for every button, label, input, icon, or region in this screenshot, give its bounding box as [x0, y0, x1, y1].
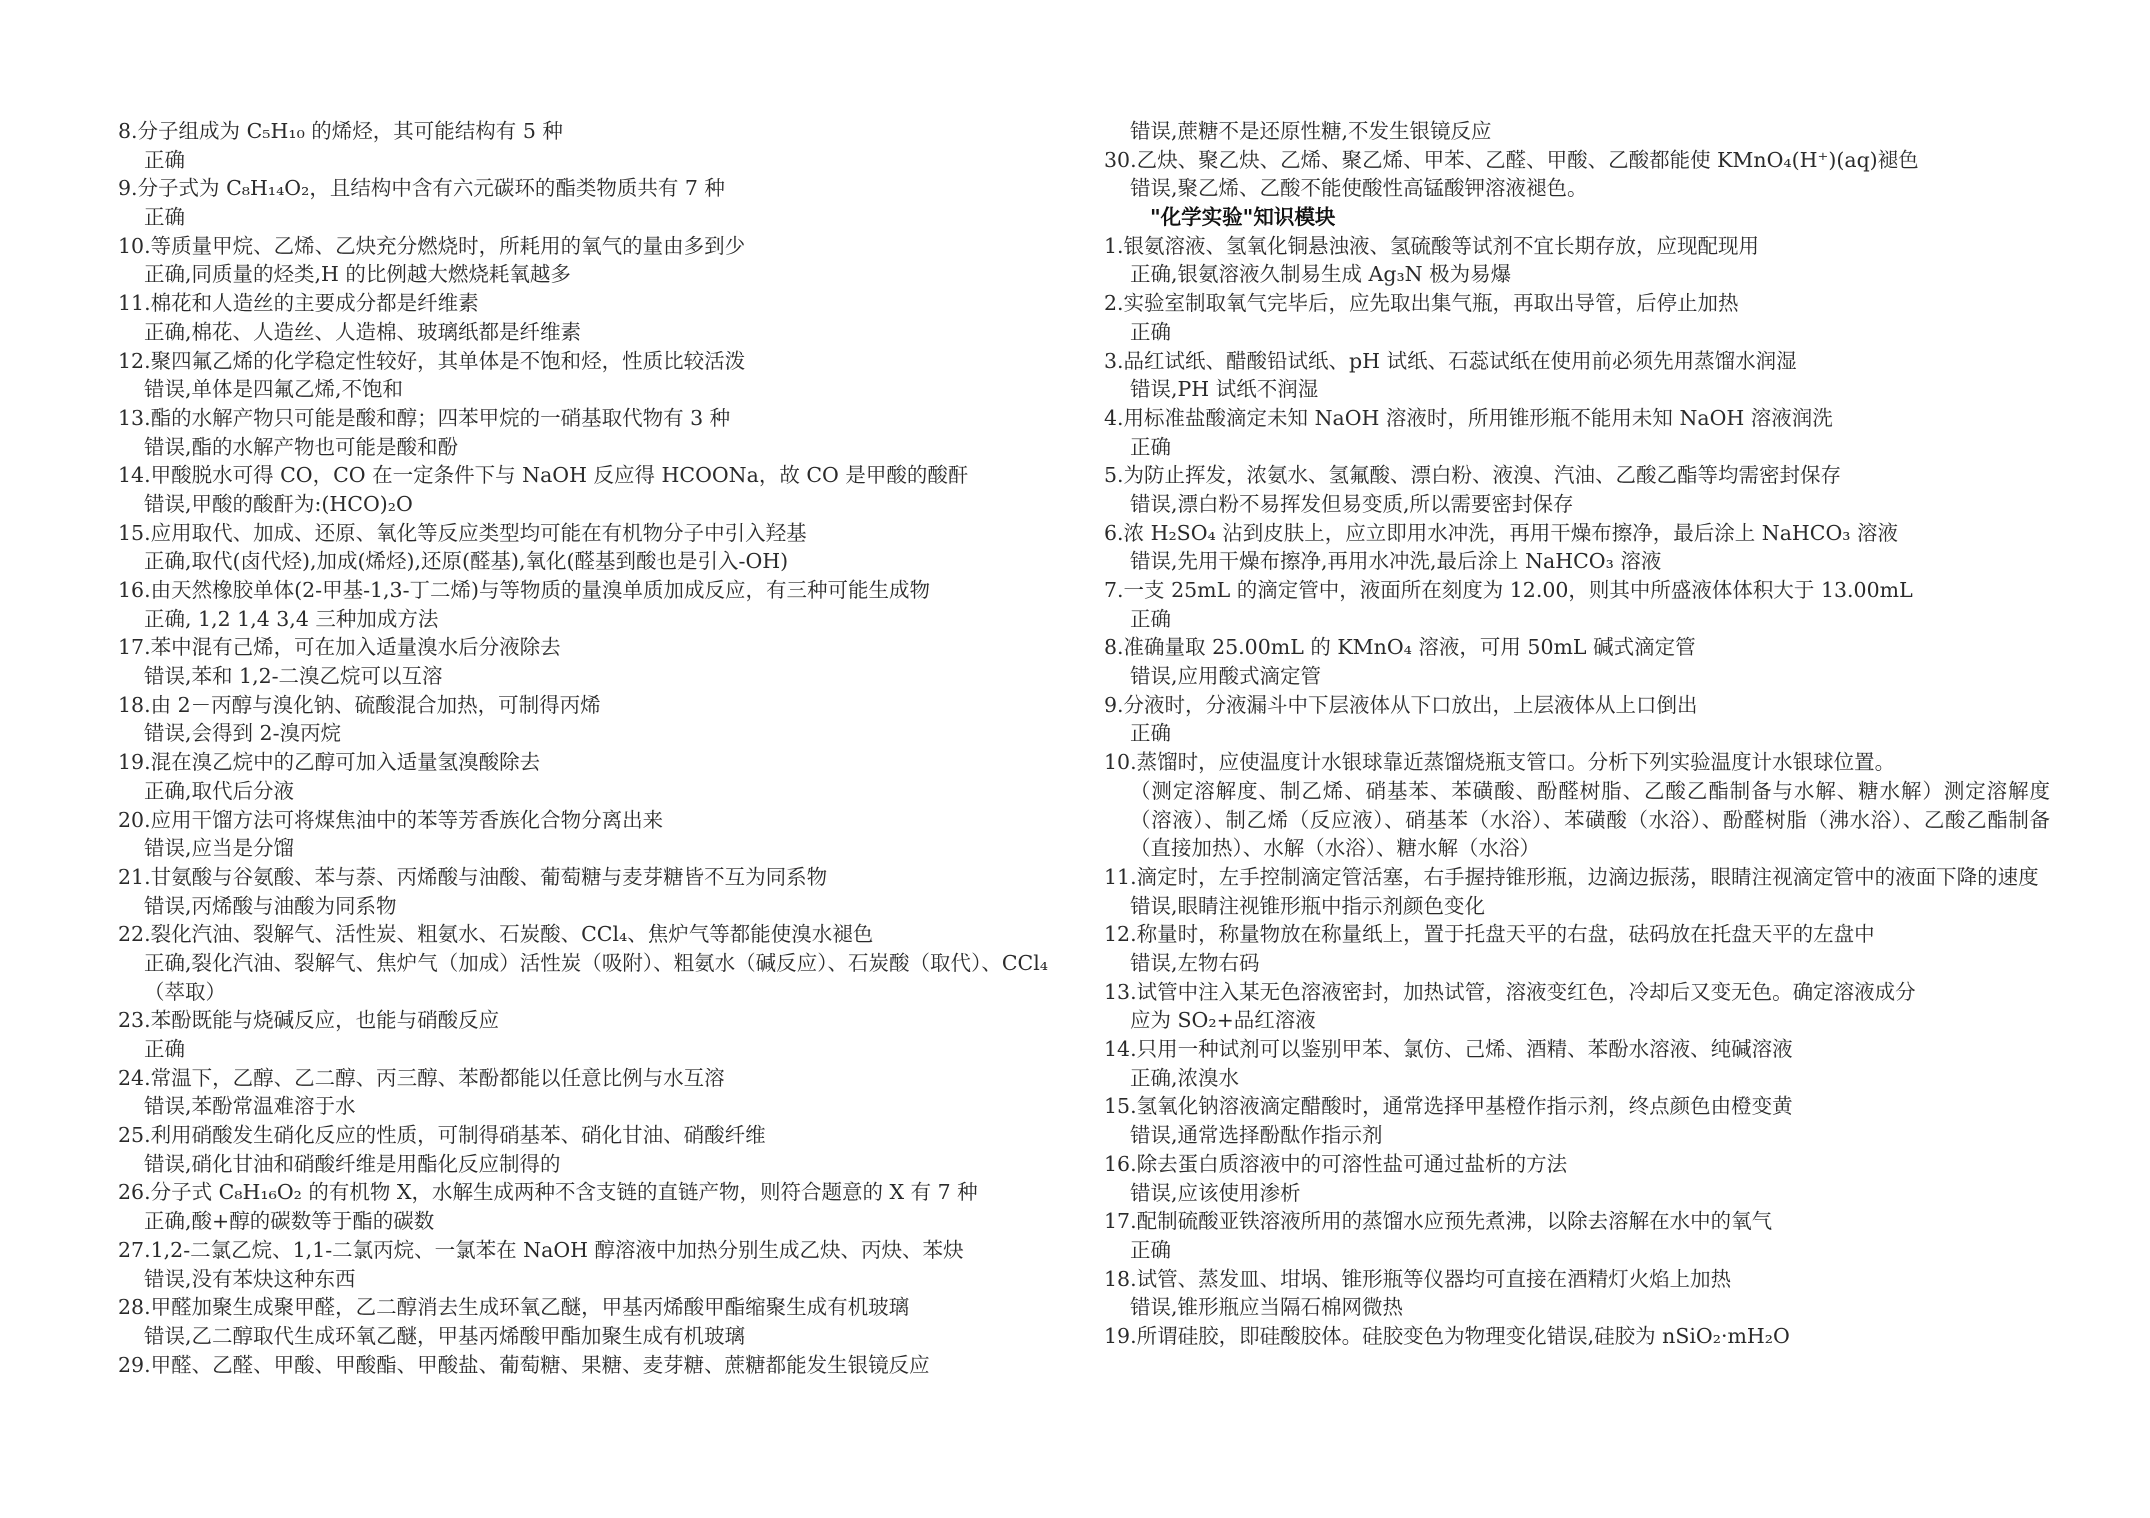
question-11: 11.棉花和人造丝的主要成分都是纤维素	[118, 291, 479, 316]
lab-question-13: 13.试管中注入某无色溶液密封，加热试管，溶液变红色，冷却后又变无色。确定溶液成分	[1104, 979, 1916, 1004]
left-column	[118, 117, 1048, 1379]
answer-21: 错误,丙烯酸与油酸为同系物	[144, 893, 397, 918]
question-13: 13.酯的水解产物只可能是酸和醇；四苯甲烷的一硝基取代物有 3 种	[118, 405, 731, 430]
lab-question-5: 5.为防止挥发，浓氨水、氢氟酸、漂白粉、液溴、汽油、乙酸乙酯等均需密封保存	[1104, 463, 1842, 488]
question-9: 9.分子式为 C₈H₁₄O₂，且结构中含有六元碳环的酯类物质共有 7 种	[118, 176, 725, 201]
lab-answer-16: 错误,应该使用渗析	[1130, 1180, 1301, 1205]
question-14: 14.甲酸脱水可得 CO，CO 在一定条件下与 NaOH 反应得 HCOONa，故 CO 是甲酸的酸酐	[118, 463, 969, 488]
lab-answer-15: 错误,通常选择酚酞作指示剂	[1130, 1123, 1383, 1148]
question-30: 30.乙炔、聚乙炔、乙烯、聚乙烯、甲苯、乙醛、甲酸、乙酸都能使 KMnO₄(H⁺)(aq)褪色	[1104, 147, 1919, 172]
lab-question-6: 6.浓 H₂SO₄ 沾到皮肤上，应立即用水冲洗，再用干燥布擦净，最后涂上 NaHCO₃ 溶液	[1104, 520, 1899, 545]
answer-26: 正确,酸+醇的碳数等于酯的碳数	[144, 1209, 435, 1234]
answer-18: 错误,会得到 2-溴丙烷	[144, 721, 342, 746]
lab-answer-7: 正确	[1130, 606, 1171, 631]
lab-answer-9: 正确	[1130, 721, 1171, 746]
lab-question-13-continued: 应为 SO₂+品红溶液	[1130, 1008, 1316, 1033]
question-12: 12.聚四氟乙烯的化学稳定性较好，其单体是不饱和烃，性质比较活泼	[118, 348, 746, 373]
lab-question-7: 7.一支 25mL 的滴定管中，液面所在刻度为 12.00，则其中所盛液体体积大于 13.00mL	[1104, 578, 1913, 602]
lab-question-12: 12.称量时，称量物放在称量纸上，置于托盘天平的右盘，砝码放在托盘天平的左盘中	[1104, 922, 1875, 947]
lab-answer-1: 正确,银氨溶液久制易生成 Ag₃N 极为易爆	[1130, 262, 1512, 287]
answer-22: 正确,裂化汽油、裂解气、焦炉气（加成）活性炭（吸附）、粗氨水（碱反应）、石炭酸（取代）、CCl₄（萃取）	[144, 950, 1048, 1004]
answer-29: 错误,蔗糖不是还原性糖,不发生银镜反应	[1130, 119, 1492, 143]
lab-question-11: 11.滴定时，左手控制滴定管活塞，右手握持锥形瓶，边滴边振荡，眼睛注视滴定管中的液面下降的速度	[1104, 864, 2039, 889]
question-28: 28.甲醛加聚生成聚甲醛，乙二醇消去生成环氧乙醚，甲基丙烯酸甲酯缩聚生成有机玻璃	[118, 1295, 910, 1320]
lab-answer-8: 错误,应用酸式滴定管	[1130, 664, 1322, 689]
lab-question-17: 17.配制硫酸亚铁溶液所用的蒸馏水应预先煮沸，以除去溶解在水中的氧气	[1104, 1209, 1773, 1234]
section-heading: "化学实验"知识模块	[1150, 205, 1336, 230]
lab-question-14: 14.只用一种试剂可以鉴别甲苯、氯仿、己烯、酒精、苯酚水溶液、纯碱溶液	[1104, 1037, 1793, 1062]
answer-27: 错误,没有苯炔这种东西	[144, 1266, 356, 1291]
answer-30: 错误,聚乙烯、乙酸不能使酸性高锰酸钾溶液褪色。	[1130, 176, 1588, 201]
question-20: 20.应用干馏方法可将煤焦油中的苯等芳香族化合物分离出来	[118, 807, 664, 832]
question-15: 15.应用取代、加成、还原、氧化等反应类型均可能在有机物分子中引入羟基	[118, 520, 807, 545]
answer-23: 正确	[144, 1037, 185, 1062]
answer-14: 错误,甲酸的酸酐为:(HCO)₂O	[144, 491, 413, 516]
lab-answer-3: 错误,PH 试纸不润湿	[1130, 377, 1319, 402]
lab-question-16: 16.除去蛋白质溶液中的可溶性盐可通过盐析的方法	[1104, 1151, 1568, 1176]
lab-answer-17: 正确	[1130, 1237, 1171, 1262]
lab-answer-6: 错误,先用干燥布擦净,再用水冲洗,最后涂上 NaHCO₃ 溶液	[1130, 549, 1662, 574]
lab-answer-18: 错误,锥形瓶应当隔石棉网微热	[1130, 1295, 1404, 1320]
question-8: 8.分子组成为 C₅H₁₀ 的烯烃，其可能结构有 5 种	[118, 119, 563, 143]
lab-question-8: 8.准确量取 25.00mL 的 KMnO₄ 溶液，可用 50mL 碱式滴定管	[1104, 635, 1696, 660]
question-29: 29.甲醛、乙醛、甲酸、甲酸酯、甲酸盐、葡萄糖、果糖、麦芽糖、蔗糖都能发生银镜反应	[118, 1352, 930, 1377]
lab-question-19: 19.所谓硅胶，即硅酸胶体。硅胶变色为物理变化错误,硅胶为 nSiO₂·mH₂O	[1104, 1323, 1790, 1348]
lab-answer-5: 错误,漂白粉不易挥发但易变质,所以需要密封保存	[1130, 491, 1574, 516]
answer-11: 正确,棉花、人造丝、人造棉、玻璃纸都是纤维素	[144, 319, 582, 344]
lab-question-1: 1.银氨溶液、氢氧化铜悬浊液、氢硫酸等试剂不宜长期存放，应现配现用	[1104, 233, 1760, 258]
question-22: 22.裂化汽油、裂解气、活性炭、粗氨水、石炭酸、CCl₄、焦炉气等都能使溴水褪色	[118, 922, 874, 947]
question-16: 16.由天然橡胶单体(2-甲基-1,3-丁二烯)与等物质的量溴单质加成反应，有三种可能生成物	[118, 578, 931, 602]
lab-answer-12: 错误,左物右码	[1130, 951, 1260, 975]
question-23: 23.苯酚既能与烧碱反应，也能与硝酸反应	[118, 1008, 500, 1033]
lab-question-18: 18.试管、蒸发皿、坩埚、锥形瓶等仪器均可直接在酒精灯火焰上加热	[1104, 1266, 1732, 1291]
answer-25: 错误,硝化甘油和硝酸纤维是用酯化反应制得的	[144, 1151, 561, 1176]
answer-15: 正确,取代(卤代烃),加成(烯烃),还原(醛基),氧化(醛基到酸也是引入-OH)	[144, 549, 789, 574]
question-26: 26.分子式 C₈H₁₆O₂ 的有机物 X，水解生成两种不含支链的直链产物，则符合题意的 X 有 7 种	[118, 1180, 978, 1205]
lab-question-9: 9.分液时，分液漏斗中下层液体从下口放出，上层液体从上口倒出	[1104, 692, 1698, 717]
answer-24: 错误,苯酚常温难溶于水	[144, 1094, 356, 1119]
answer-10: 正确,同质量的烃类,H 的比例越大燃烧耗氧越多	[144, 262, 571, 287]
question-27: 27.1,2-二氯乙烷、1,1-二氯丙烷、一氯苯在 NaOH 醇溶液中加热分别生成乙炔、丙炔、苯炔	[118, 1237, 964, 1262]
right-column	[1104, 117, 2050, 1351]
lab-answer-2: 正确	[1130, 319, 1171, 344]
lab-question-3: 3.品红试纸、醋酸铅试纸、pH 试纸、石蕊试纸在使用前必须先用蒸馏水润湿	[1104, 348, 1797, 373]
answer-28: 错误,乙二醇取代生成环氧乙醚，甲基丙烯酸甲酯加聚生成有机玻璃	[144, 1323, 746, 1348]
answer-16: 正确, 1,2 1,4 3,4 三种加成方法	[144, 606, 439, 631]
question-24: 24.常温下，乙醇、乙二醇、丙三醇、苯酚都能以任意比例与水互溶	[118, 1065, 725, 1090]
lab-question-2: 2.实验室制取氧气完毕后，应先取出集气瓶，再取出导管，后停止加热	[1104, 291, 1739, 316]
question-21: 21.甘氨酸与谷氨酸、苯与萘、丙烯酸与油酸、葡萄糖与麦芽糖皆不互为同系物	[118, 864, 828, 889]
lab-answer-10: （测定溶解度、制乙烯、硝基苯、苯磺酸、酚醛树脂、乙酸乙酯制备与水解、糖水解）测定溶解度（溶液）、制乙烯（反应液）、硝基苯（水浴）、苯磺酸（水浴）、酚醛树脂（沸水浴）、乙酸乙酯制备（直接加热）、水解（水浴）、糖水解（水浴）	[1130, 778, 2050, 861]
answer-19: 正确,取代后分液	[144, 778, 295, 803]
question-19: 19.混在溴乙烷中的乙醇可加入适量氢溴酸除去	[118, 750, 541, 775]
answer-20: 错误,应当是分馏	[144, 836, 295, 861]
lab-question-4: 4.用标准盐酸滴定未知 NaOH 溶液时，所用锥形瓶不能用未知 NaOH 溶液润洗	[1104, 405, 1833, 430]
answer-12: 错误,单体是四氟乙烯,不饱和	[144, 377, 404, 402]
question-10: 10.等质量甲烷、乙烯、乙炔充分燃烧时，所耗用的氧气的量由多到少	[118, 233, 746, 258]
question-25: 25.利用硝酸发生硝化反应的性质，可制得硝基苯、硝化甘油、硝酸纤维	[118, 1123, 766, 1148]
answer-9: 正确	[144, 205, 185, 230]
lab-answer-11: 错误,眼睛注视锥形瓶中指示剂颜色变化	[1130, 893, 1486, 918]
lab-answer-14: 正确,浓溴水	[1130, 1065, 1240, 1090]
lab-question-15: 15.氢氧化钠溶液滴定醋酸时，通常选择甲基橙作指示剂，终点颜色由橙变黄	[1104, 1094, 1793, 1119]
lab-question-10: 10.蒸馏时，应使温度计水银球靠近蒸馏烧瓶支管口。分析下列实验温度计水银球位置。	[1104, 750, 1896, 775]
answer-17: 错误,苯和 1,2-二溴乙烷可以互溶	[144, 664, 443, 689]
question-17: 17.苯中混有己烯，可在加入适量溴水后分液除去	[118, 635, 561, 660]
lab-answer-4: 正确	[1130, 434, 1171, 459]
answer-8: 正确	[144, 147, 185, 172]
answer-13: 错误,酯的水解产物也可能是酸和酚	[144, 434, 459, 459]
question-18: 18.由 2－丙醇与溴化钠、硫酸混合加热，可制得丙烯	[118, 692, 601, 717]
